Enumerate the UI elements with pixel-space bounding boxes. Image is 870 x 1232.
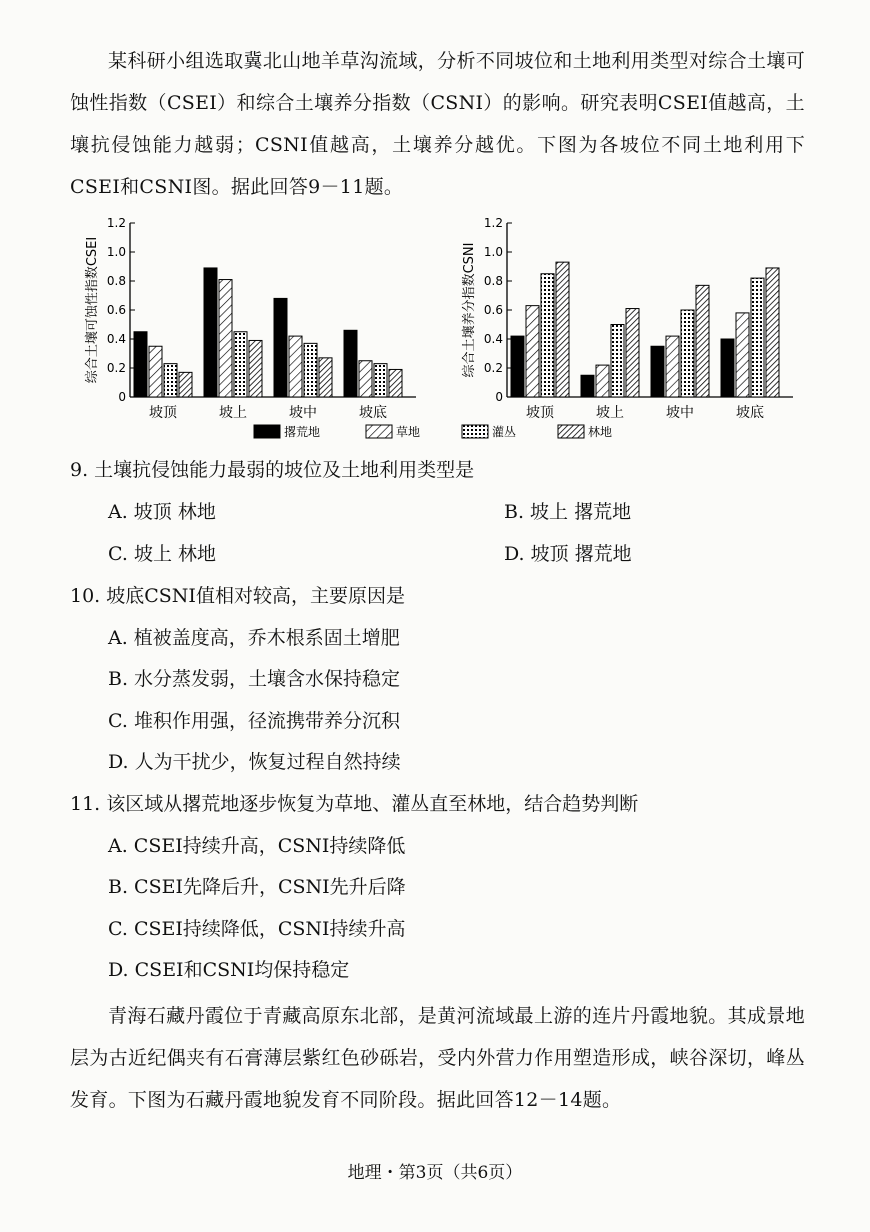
q11-option-b: B. CSEI先降后升，CSNI先升后降 [108,876,406,898]
bar-坡底-灌丛 [751,278,764,397]
x-category-label: 坡顶 [526,405,554,421]
bar-坡底-灌丛 [374,364,387,397]
bar-坡顶-撂荒地 [511,336,524,397]
y-tick-label: 0.4 [106,332,126,346]
csni-bar-chart [455,212,815,447]
bar-坡底-林地 [389,369,402,397]
bar-坡顶-林地 [179,372,192,397]
bar-坡中-林地 [319,358,332,397]
bar-坡上-灌丛 [234,332,247,397]
bar-坡底-撂荒地 [721,339,734,397]
y-tick-label: 0 [495,390,503,404]
intro-paragraph-12-14: 青海石藏丹霞位于青藏高原东北部，是黄河流域最上游的连片丹霞地貌。其成景地层为古近纪偶夹有石膏薄层紫红色砂砾岩，受内外营力作用塑造形成，峡谷深切，峰丛发育。下图为石藏丹霞地貌发育不同阶段。据此回答12－14题。 [70,1005,805,1111]
chart-legend [250,420,650,444]
q9-option-a: A. 坡顶 林地 [108,501,216,523]
q11-option-a: A. CSEI持续升高，CSNI持续降低 [108,835,406,857]
page-footer: 地理・第3页（共6页） [347,1163,523,1183]
legend-swatch-forest [558,425,584,438]
bar-坡中-撂荒地 [651,346,664,397]
y-tick-label: 0.6 [483,303,503,317]
x-category-label: 坡顶 [149,405,177,421]
x-category-label: 坡上 [219,405,247,421]
csei-bar-chart [78,212,438,447]
y-tick-label: 0.2 [483,361,503,375]
bar-坡中-灌丛 [304,343,317,397]
y-tick-label: 0.6 [106,303,126,317]
q10-option-a: A. 植被盖度高，乔木根系固土增肥 [108,627,400,649]
bar-坡上-草地 [596,365,609,397]
q9-option-d: D. 坡顶 撂荒地 [504,543,632,565]
bar-坡底-撂荒地 [344,330,357,397]
question-9-stem: 9. 土壤抗侵蚀能力最弱的坡位及土地利用类型是 [70,459,475,481]
y-axis-title: 综合土壤可蚀性指数CSEI [85,236,100,384]
bar-坡顶-草地 [149,346,162,397]
x-category-label: 坡上 [596,405,624,421]
intro-paragraph-9-11: 某科研小组选取冀北山地羊草沟流域，分析不同坡位和土地利用类型对综合土壤可蚀性指数（CSEI）和综合土壤养分指数（CSNI）的影响。研究表明CSEI值越高，土壤抗侵蚀能力越弱；CSNI值越高，土壤养分越优。下图为各坡位不同土地利用下CSEI和CSNI图。据此回答9－11题。 [70,50,805,198]
bar-坡顶-灌丛 [164,364,177,397]
q10-option-b: B. 水分蒸发弱，土壤含水保持稳定 [108,668,401,690]
q9-option-b: B. 坡上 撂荒地 [504,501,632,523]
y-tick-label: 0.8 [106,274,126,288]
legend-swatch-grassland [366,425,392,438]
bar-坡顶-撂荒地 [134,332,147,397]
bar-坡上-灌丛 [611,325,624,398]
bar-坡底-草地 [359,361,372,397]
q10-option-c: C. 堆积作用强，径流携带养分沉积 [108,710,400,732]
x-category-label: 坡底 [736,405,764,421]
question-10-stem: 10. 坡底CSNI值相对较高，主要原因是 [70,585,405,607]
legend-label-grassland: 草地 [396,425,421,439]
y-tick-label: 0 [118,390,126,404]
bar-坡中-灌丛 [681,310,694,397]
legend-swatch-wasteland [254,425,280,438]
bar-坡中-草地 [289,336,302,397]
y-tick-label: 0.8 [483,274,503,288]
bar-坡顶-林地 [556,262,569,397]
legend-label-wasteland: 撂荒地 [284,425,321,439]
bar-坡顶-草地 [526,306,539,397]
legend-label-shrub: 灌丛 [492,425,517,439]
bar-坡底-林地 [766,268,779,397]
bar-坡中-林地 [696,285,709,397]
bar-坡上-林地 [249,340,262,397]
bar-坡上-林地 [626,309,639,397]
bar-坡底-草地 [736,313,749,397]
x-category-label: 坡中 [289,405,317,421]
y-tick-label: 1.2 [106,216,126,230]
y-tick-label: 1.0 [483,245,503,259]
q11-option-d: D. CSEI和CSNI均保持稳定 [108,959,350,981]
legend-label-forest: 林地 [588,425,613,439]
bar-坡中-撂荒地 [274,298,287,397]
y-tick-label: 0.2 [106,361,126,375]
y-tick-label: 1.0 [106,245,126,259]
q11-option-c: C. CSEI持续降低，CSNI持续升高 [108,918,406,940]
q10-option-d: D. 人为干扰少，恢复过程自然持续 [108,751,401,773]
bar-坡顶-灌丛 [541,274,554,397]
question-11-stem: 11. 该区域从撂荒地逐步恢复为草地、灌丛直至林地，结合趋势判断 [70,793,639,815]
bar-坡上-撂荒地 [581,375,594,397]
y-axis-title: 综合土壤养分指数CSNI [462,242,477,378]
y-tick-label: 1.2 [483,216,503,230]
x-category-label: 坡中 [666,405,694,421]
bar-坡中-草地 [666,336,679,397]
legend-swatch-shrub [462,425,488,438]
bar-坡上-撂荒地 [204,268,217,397]
q9-option-c: C. 坡上 林地 [108,543,216,565]
x-category-label: 坡底 [359,405,387,421]
bar-坡上-草地 [219,280,232,397]
y-tick-label: 0.4 [483,332,503,346]
